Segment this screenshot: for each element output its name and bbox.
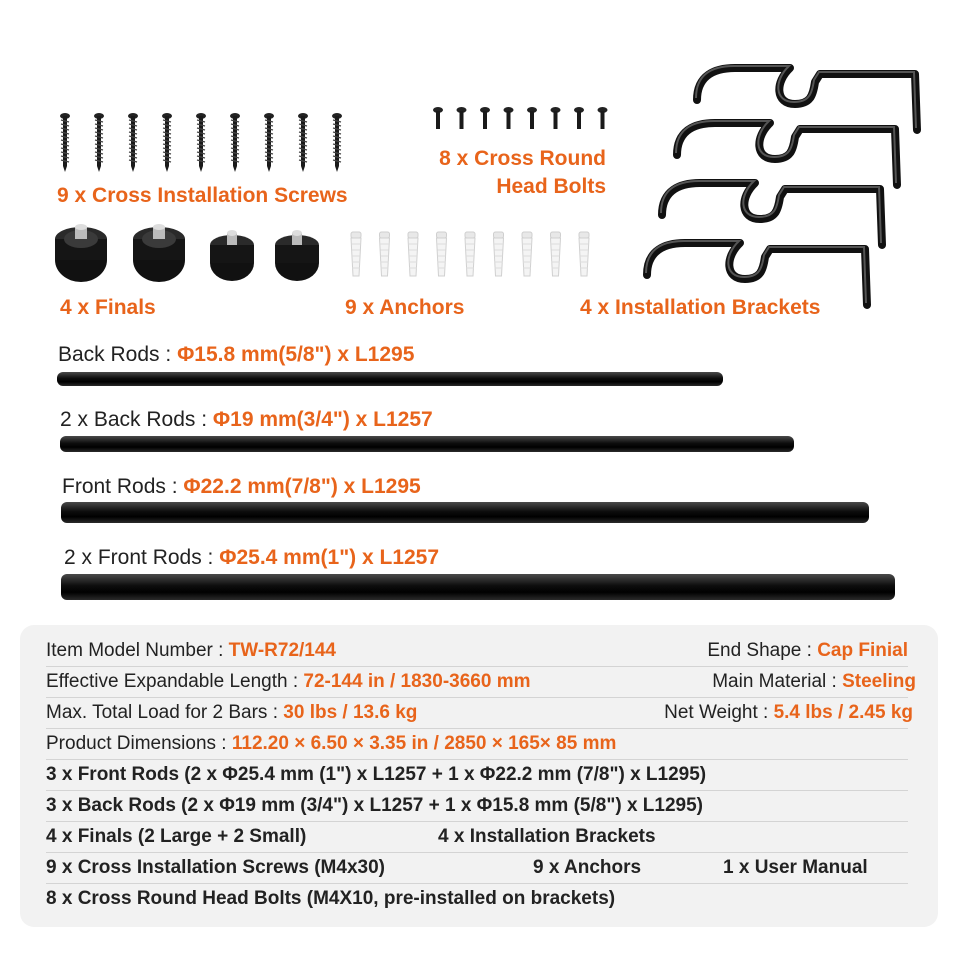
final-large-2 xyxy=(133,224,185,282)
anchor-icon xyxy=(551,232,561,276)
material-value: Steeling xyxy=(842,671,916,692)
load-value: 30 lbs / 13.6 kg xyxy=(283,702,418,723)
material xyxy=(712,666,916,697)
bolt-icon xyxy=(457,107,467,129)
model-value: TW-R72/144 xyxy=(228,640,336,661)
screw-icon xyxy=(298,113,308,172)
spec-row-front-rods: 3 x Front Rods (2 x Φ25.4 mm (1") x L1257 + 1 x Φ22.2 mm (7/8") x L1295) xyxy=(46,759,908,791)
spec-row-bolts: 8 x Cross Round Head Bolts (M4X10, pre-installed on brackets) xyxy=(46,888,616,909)
screws-label: 9 x Cross Installation Screws xyxy=(57,184,348,207)
rod-name-3: Front Rods : xyxy=(62,475,184,498)
end-shape xyxy=(707,635,908,666)
dims-label: Product Dimensions : xyxy=(46,733,232,754)
final-small-2 xyxy=(275,230,319,281)
bolts-label-line2: Head Bolts xyxy=(496,175,606,198)
rod-name-2: 2 x Back Rods : xyxy=(60,408,213,431)
screw-icon xyxy=(264,113,274,172)
screw-icon xyxy=(332,113,342,172)
weight-value: 5.4 lbs / 2.45 kg xyxy=(773,702,913,723)
rod-back-small xyxy=(57,372,723,386)
spec-row-model xyxy=(46,635,908,667)
rod-front-large xyxy=(61,574,895,600)
dims-value: 112.20 × 6.50 × 3.35 in / 2850 × 165× 85 mm xyxy=(231,733,617,754)
anchor-icon xyxy=(408,232,418,276)
material-label: Main Material : xyxy=(712,671,843,692)
length-value: 72-144 in / 1830-3660 mm xyxy=(303,671,531,692)
bolts-label-line1: 8 x Cross Round xyxy=(439,147,606,170)
rod-spec-4: Φ25.4 mm(1") x L1257 xyxy=(219,546,440,569)
rod-spec-2: Φ19 mm(3/4") x L1257 xyxy=(212,408,433,431)
anchor-icon xyxy=(494,232,504,276)
spec-row-dimensions xyxy=(46,728,908,760)
rod-label-2 xyxy=(60,408,433,432)
anchor-icon xyxy=(522,232,532,276)
rod-spec-1: Φ15.8 mm(5/8") x L1295 xyxy=(177,343,415,366)
screw-icon xyxy=(60,113,70,172)
rod-label-1 xyxy=(58,343,414,367)
finals-count: 4 x Finals (2 Large + 2 Small) xyxy=(46,826,307,847)
anchor-icon xyxy=(351,232,361,276)
anchor-icon xyxy=(579,232,589,276)
rod-front-small xyxy=(61,502,869,523)
end-shape-value: Cap Finial xyxy=(817,640,908,661)
finals-label: 4 x Finals xyxy=(60,296,156,319)
spec-row-load xyxy=(46,697,913,729)
bolt-icon xyxy=(527,107,537,129)
spec-row-back-rods: 3 x Back Rods (2 x Φ19 mm (3/4") x L1257 + 1 x Φ15.8 mm (5/8") x L1295) xyxy=(46,790,908,822)
model-label: Item Model Number : xyxy=(46,640,229,661)
bolts-label xyxy=(416,145,606,201)
bolt-icon xyxy=(480,107,490,129)
bracket-icon xyxy=(661,181,882,245)
rod-label-3 xyxy=(62,475,421,499)
rod-back-large xyxy=(60,436,794,452)
bracket-icon xyxy=(676,121,897,185)
anchors-label: 9 x Anchors xyxy=(345,296,465,319)
anchor-icon xyxy=(437,232,447,276)
screws-count: 9 x Cross Installation Screws (M4x30) xyxy=(46,857,385,878)
brackets-label: 4 x Installation Brackets xyxy=(580,296,821,319)
bolt-icon xyxy=(433,107,443,129)
bolt-icon xyxy=(574,107,584,129)
bolt-icon xyxy=(551,107,561,129)
anchor-icon xyxy=(380,232,390,276)
finals-illustration xyxy=(55,215,345,285)
screw-icon xyxy=(230,113,240,172)
length-label: Effective Expandable Length : xyxy=(46,671,304,692)
final-small-1 xyxy=(210,230,254,281)
rod-spec-3: Φ22.2 mm(7/8") x L1295 xyxy=(183,475,421,498)
manual-count: 1 x User Manual xyxy=(723,857,868,878)
bolt-icon xyxy=(598,107,608,129)
anchors-count: 9 x Anchors xyxy=(533,857,642,878)
spec-panel xyxy=(20,625,938,927)
screws-illustration xyxy=(55,112,375,172)
screw-icon xyxy=(162,113,172,172)
bolts-illustration xyxy=(430,106,610,136)
rod-label-4 xyxy=(64,546,439,570)
bolt-icon xyxy=(504,107,514,129)
screw-icon xyxy=(128,113,138,172)
brackets-count: 4 x Installation Brackets xyxy=(438,826,656,847)
rod-name-1: Back Rods : xyxy=(58,343,178,366)
anchors-illustration xyxy=(348,230,598,280)
load-label: Max. Total Load for 2 Bars : xyxy=(46,702,284,723)
anchor-icon xyxy=(465,232,475,276)
net-weight xyxy=(664,697,913,728)
final-large-1 xyxy=(55,224,107,282)
spec-row-finals-brackets xyxy=(46,821,908,853)
rod-name-4: 2 x Front Rods : xyxy=(64,546,220,569)
weight-label: Net Weight : xyxy=(664,702,774,723)
spec-row-length xyxy=(46,666,916,698)
screw-icon xyxy=(94,113,104,172)
screw-icon xyxy=(196,113,206,172)
end-shape-label: End Shape : xyxy=(707,640,818,661)
spec-row-screws-anchors xyxy=(46,852,908,884)
